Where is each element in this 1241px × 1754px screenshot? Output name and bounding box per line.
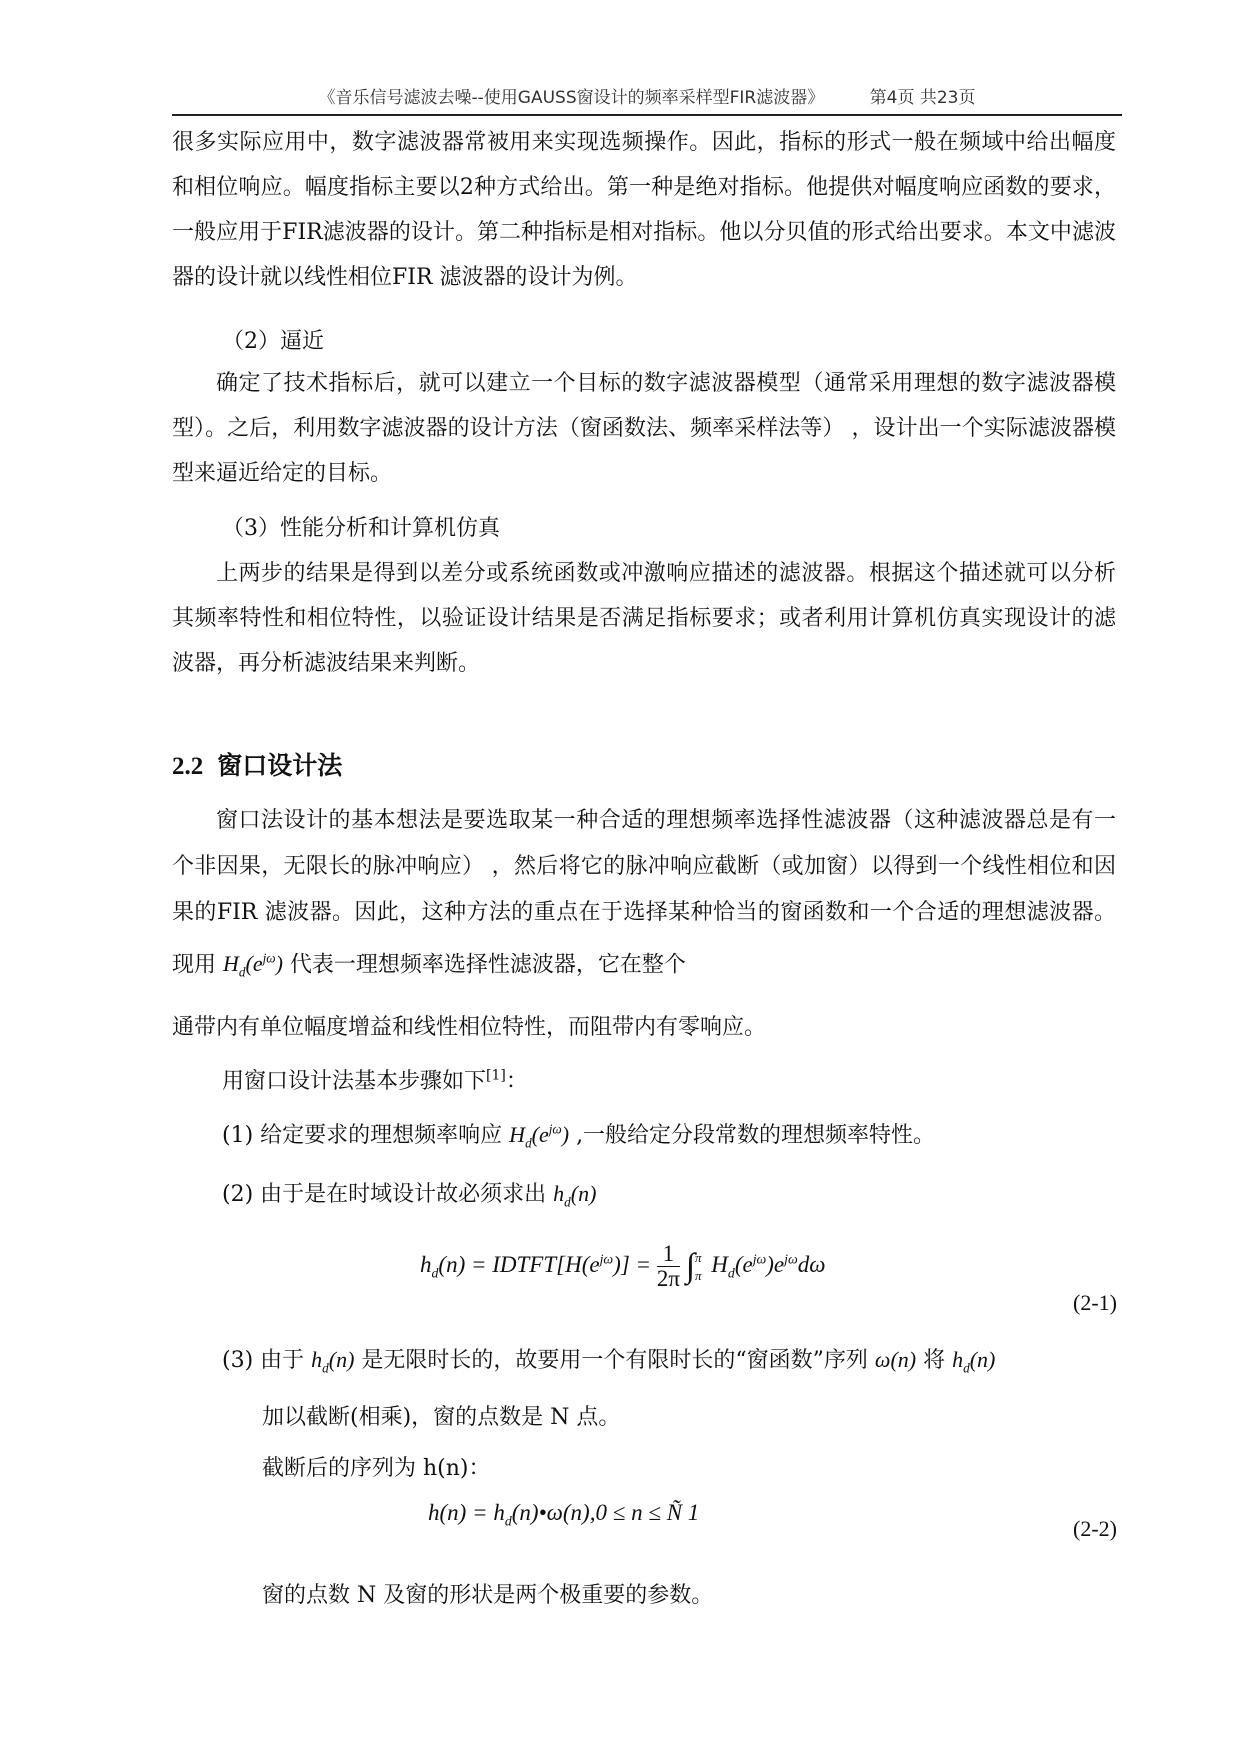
integral-limits: π π: [695, 1249, 702, 1283]
step-3-text-b: 是无限时长的，故要用一个有限时长的“窗函数”序列: [361, 1348, 868, 1373]
eq2-tail: (n),0 ≤ n ≤ Ñ 1: [562, 1500, 700, 1525]
step-1-text-b: ,一般给定分段常数的理想频率特性。: [576, 1123, 936, 1148]
heading-approximation: （2）逼近: [222, 329, 324, 354]
hd-n-symbol: $h_d(n)$: [553, 1181, 597, 1210]
closing-sentence: 窗的点数 N 及窗的形状是两个极重要的参数。: [262, 1583, 714, 1608]
eq1-lhs: $h_d(n)$ =: [420, 1251, 487, 1281]
page-header: [172, 84, 1122, 116]
heading-simulation: （3）性能分析和计算机仿真: [222, 516, 500, 541]
eq1-numerator: 1: [657, 1242, 680, 1267]
step-3-continued: 加以截断(相乘)，窗的点数是 N 点。: [262, 1405, 621, 1430]
step-3: [222, 1343, 995, 1376]
equation-2-1: [420, 1242, 825, 1291]
eq1-denominator: 2π: [656, 1266, 680, 1291]
paragraph-simulation: 上两步的结果是得到以差分或系统函数或冲激响应描述的滤波器。根据这个描述就可以分析其频率特性和相位特性，以验证设计结果是否满足指标要求；或者利用计算机仿真实现设计的滤波器，再分析滤波结果来判断。: [172, 561, 1116, 676]
citation[interactable]: [1]: [486, 1067, 506, 1084]
steps-colon: ：: [505, 1069, 528, 1094]
section-heading: [172, 746, 342, 782]
header-page-number: 第4页 共23页: [869, 88, 976, 108]
section-title: 窗口设计法: [217, 751, 343, 780]
paragraph-indicators: 很多实际应用中，数字滤波器常被用来实现选频操作。因此，指标的形式一般在频域中给出幅度和相位响应。幅度指标主要以2种方式给出。第一种是绝对指标。他提供对幅度响应函数的要求，一般应用于FIR滤波器的设计。第二种指标是相对指标。他以分贝值的形式给出要求。本文中滤波器的设计就以线性相位FIR 滤波器的设计为例。: [172, 130, 1116, 290]
hd-n-symbol-step3b: $h_d(n)$: [952, 1347, 996, 1376]
step-1-text-a: (1) 给定要求的理想频率响应: [222, 1123, 503, 1148]
step-1: [222, 1118, 935, 1151]
window-text-b: 代表一理想频率选择性滤波器，它在整个: [289, 952, 686, 978]
hd-symbol-step1: $H_d(e^{j\omega})$: [509, 1121, 570, 1151]
hd-symbol: $H_d(e^{j\omega})$: [223, 951, 283, 980]
integral-sign: ∫: [685, 1247, 696, 1285]
equation-number-2-2: (2-2): [1073, 1516, 1117, 1541]
hd-n-symbol-step3: $h_d(n)$: [311, 1347, 355, 1376]
step-3-text-a: (3) 由于: [222, 1348, 305, 1373]
eq1-fraction: [657, 1242, 680, 1291]
section-number: 2.2: [172, 753, 204, 780]
equation-2-2: $h(n) = h_d(n)•\omega(n),0 \le n$ ≤ Ñ 1: [428, 1500, 700, 1529]
eq1-mid: $IDTFT[H(e^{j\omega})]$ =: [492, 1251, 652, 1277]
equation-number-2-1: (2-1): [1073, 1290, 1117, 1315]
omega-n-symbol: ω(n): [874, 1347, 917, 1372]
steps-intro: [222, 1064, 528, 1095]
window-text-a: 窗口法设计的基本想法是要选取某一种合适的理想频率选择性滤波器（这种滤波器总是有一个非因果，无限长的脉冲响应） ，然后将它的脉冲响应截断（或加窗）以得到一个线性相位和因果的FIR 滤波器。因此，这种方法的重点在于选择某种恰当的窗函数和一个合适的理想滤波器。现用: [172, 808, 1116, 978]
step-3-text-c: 将: [923, 1348, 946, 1373]
step-2-text: (2) 由于是在时域设计故必须求出: [222, 1182, 547, 1207]
truncated-sequence-label: 截断后的序列为 h(n)：: [262, 1456, 491, 1481]
window-text-c: 通带内有单位幅度增益和线性相位特性，而阻带内有零响应。: [172, 1015, 767, 1040]
eq1-integrand: $H_d(e^{j\omega})e^{j\omega}d\omega$: [711, 1251, 826, 1281]
paragraph-window-method: [172, 798, 1116, 996]
steps-intro-text: 用窗口设计法基本步骤如下: [222, 1069, 487, 1094]
step-2: [222, 1177, 596, 1210]
header-title: 《音乐信号滤波去噪--使用GAUSS窗设计的频率采样型FIR滤波器》: [318, 88, 825, 108]
paragraph-approximation: 确定了技术指标后，就可以建立一个目标的数字滤波器模型（通常采用理想的数字滤波器模型）。之后，利用数字滤波器的设计方法（窗函数法、频率采样法等） ，设计出一个实际滤波器模型来逼近给定的目标。: [172, 371, 1116, 486]
